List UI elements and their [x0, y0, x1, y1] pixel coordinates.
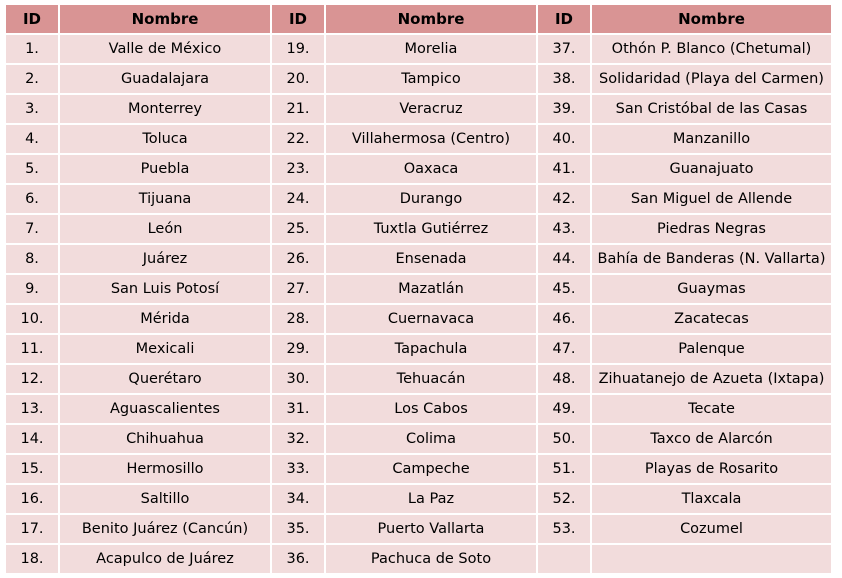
- name-cell: Tampico: [326, 65, 536, 93]
- name-cell: Toluca: [60, 125, 270, 153]
- id-cell: 37.: [538, 35, 590, 63]
- name-cell: Mexicali: [60, 335, 270, 363]
- id-cell: 14.: [6, 425, 58, 453]
- name-cell: Palenque: [592, 335, 831, 363]
- table-row: [6, 395, 831, 423]
- table-row: [6, 185, 831, 213]
- name-cell: Hermosillo: [60, 455, 270, 483]
- table-row: [6, 275, 831, 303]
- name-cell: [592, 545, 831, 573]
- header-id-3: ID: [538, 5, 590, 33]
- id-cell: 51.: [538, 455, 590, 483]
- id-cell: [538, 545, 590, 573]
- name-cell: Zacatecas: [592, 305, 831, 333]
- name-cell: Tehuacán: [326, 365, 536, 393]
- name-cell: Mazatlán: [326, 275, 536, 303]
- name-cell: Tuxtla Gutiérrez: [326, 215, 536, 243]
- name-cell: Veracruz: [326, 95, 536, 123]
- name-cell: Guanajuato: [592, 155, 831, 183]
- id-cell: 21.: [272, 95, 324, 123]
- id-cell: 52.: [538, 485, 590, 513]
- name-cell: Tecate: [592, 395, 831, 423]
- name-cell: Valle de México: [60, 35, 270, 63]
- name-cell: Puerto Vallarta: [326, 515, 536, 543]
- id-cell: 17.: [6, 515, 58, 543]
- name-cell: Cozumel: [592, 515, 831, 543]
- id-cell: 41.: [538, 155, 590, 183]
- id-cell: 5.: [6, 155, 58, 183]
- name-cell: Morelia: [326, 35, 536, 63]
- name-cell: Monterrey: [60, 95, 270, 123]
- id-cell: 27.: [272, 275, 324, 303]
- id-cell: 30.: [272, 365, 324, 393]
- name-cell: Guaymas: [592, 275, 831, 303]
- name-cell: San Miguel de Allende: [592, 185, 831, 213]
- id-cell: 12.: [6, 365, 58, 393]
- table-row: [6, 515, 831, 543]
- id-cell: 44.: [538, 245, 590, 273]
- id-cell: 53.: [538, 515, 590, 543]
- id-cell: 33.: [272, 455, 324, 483]
- id-cell: 47.: [538, 335, 590, 363]
- name-cell: Saltillo: [60, 485, 270, 513]
- table-row: [6, 335, 831, 363]
- name-cell: Colima: [326, 425, 536, 453]
- id-cell: 24.: [272, 185, 324, 213]
- name-cell: Piedras Negras: [592, 215, 831, 243]
- id-cell: 40.: [538, 125, 590, 153]
- header-nombre-3: Nombre: [592, 5, 831, 33]
- id-cell: 7.: [6, 215, 58, 243]
- name-cell: Benito Juárez (Cancún): [60, 515, 270, 543]
- id-cell: 3.: [6, 95, 58, 123]
- name-cell: Acapulco de Juárez: [60, 545, 270, 573]
- id-cell: 22.: [272, 125, 324, 153]
- name-cell: León: [60, 215, 270, 243]
- id-cell: 36.: [272, 545, 324, 573]
- table-row: [6, 215, 831, 243]
- name-cell: Taxco de Alarcón: [592, 425, 831, 453]
- id-cell: 32.: [272, 425, 324, 453]
- table-row: [6, 95, 831, 123]
- id-cell: 1.: [6, 35, 58, 63]
- header-id-1: ID: [6, 5, 58, 33]
- table-row: [6, 425, 831, 453]
- name-cell: Juárez: [60, 245, 270, 273]
- table-row: [6, 545, 831, 573]
- name-cell: Solidaridad (Playa del Carmen): [592, 65, 831, 93]
- name-cell: Zihuatanejo de Azueta (Ixtapa): [592, 365, 831, 393]
- name-cell: Villahermosa (Centro): [326, 125, 536, 153]
- id-cell: 6.: [6, 185, 58, 213]
- id-cell: 16.: [6, 485, 58, 513]
- id-cell: 25.: [272, 215, 324, 243]
- table-row: [6, 245, 831, 273]
- table-row: [6, 485, 831, 513]
- id-cell: 13.: [6, 395, 58, 423]
- name-cell: Los Cabos: [326, 395, 536, 423]
- id-cell: 50.: [538, 425, 590, 453]
- name-cell: Oaxaca: [326, 155, 536, 183]
- header-nombre-1: Nombre: [60, 5, 270, 33]
- id-cell: 45.: [538, 275, 590, 303]
- table-row: [6, 125, 831, 153]
- id-cell: 18.: [6, 545, 58, 573]
- name-cell: Campeche: [326, 455, 536, 483]
- id-cell: 35.: [272, 515, 324, 543]
- table-row: [6, 155, 831, 183]
- name-cell: Tijuana: [60, 185, 270, 213]
- id-cell: 31.: [272, 395, 324, 423]
- name-cell: Chihuahua: [60, 425, 270, 453]
- name-cell: Tapachula: [326, 335, 536, 363]
- name-cell: San Luis Potosí: [60, 275, 270, 303]
- id-cell: 42.: [538, 185, 590, 213]
- id-cell: 38.: [538, 65, 590, 93]
- header-row: [6, 5, 831, 33]
- name-cell: Aguascalientes: [60, 395, 270, 423]
- table-row: [6, 365, 831, 393]
- name-cell: Guadalajara: [60, 65, 270, 93]
- name-cell: Ensenada: [326, 245, 536, 273]
- id-cell: 49.: [538, 395, 590, 423]
- header-nombre-2: Nombre: [326, 5, 536, 33]
- id-cell: 10.: [6, 305, 58, 333]
- id-cell: 23.: [272, 155, 324, 183]
- id-cell: 48.: [538, 365, 590, 393]
- name-cell: Tlaxcala: [592, 485, 831, 513]
- id-cell: 28.: [272, 305, 324, 333]
- table-row: [6, 35, 831, 63]
- id-cell: 2.: [6, 65, 58, 93]
- id-cell: 9.: [6, 275, 58, 303]
- name-cell: Durango: [326, 185, 536, 213]
- name-cell: Mérida: [60, 305, 270, 333]
- name-cell: Manzanillo: [592, 125, 831, 153]
- id-cell: 4.: [6, 125, 58, 153]
- id-cell: 19.: [272, 35, 324, 63]
- name-cell: Querétaro: [60, 365, 270, 393]
- table-row: [6, 305, 831, 333]
- id-cell: 43.: [538, 215, 590, 243]
- name-cell: Cuernavaca: [326, 305, 536, 333]
- name-cell: La Paz: [326, 485, 536, 513]
- table-body: [6, 35, 831, 573]
- table-row: [6, 65, 831, 93]
- id-cell: 29.: [272, 335, 324, 363]
- id-cell: 8.: [6, 245, 58, 273]
- cities-table: [4, 3, 833, 575]
- name-cell: Puebla: [60, 155, 270, 183]
- id-cell: 34.: [272, 485, 324, 513]
- id-cell: 15.: [6, 455, 58, 483]
- header-id-2: ID: [272, 5, 324, 33]
- name-cell: Bahía de Banderas (N. Vallarta): [592, 245, 831, 273]
- id-cell: 20.: [272, 65, 324, 93]
- name-cell: San Cristóbal de las Casas: [592, 95, 831, 123]
- name-cell: Playas de Rosarito: [592, 455, 831, 483]
- id-cell: 39.: [538, 95, 590, 123]
- name-cell: Pachuca de Soto: [326, 545, 536, 573]
- id-cell: 26.: [272, 245, 324, 273]
- id-cell: 11.: [6, 335, 58, 363]
- id-cell: 46.: [538, 305, 590, 333]
- name-cell: Othón P. Blanco (Chetumal): [592, 35, 831, 63]
- table-row: [6, 455, 831, 483]
